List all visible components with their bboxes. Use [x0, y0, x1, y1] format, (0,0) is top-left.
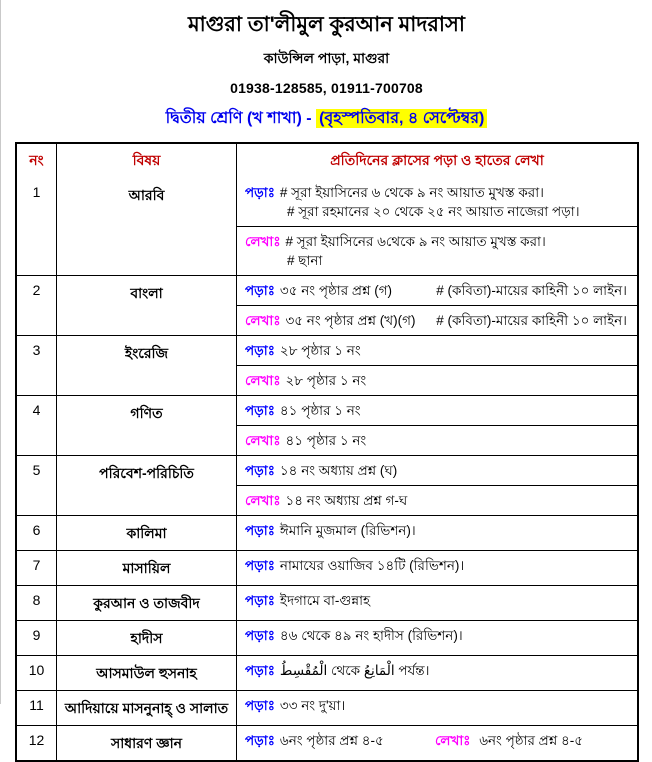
read-label: পড়াঃ	[245, 185, 275, 200]
lesson-cell	[237, 621, 637, 655]
lesson-sub-read	[237, 656, 637, 685]
lesson-cell	[237, 178, 637, 275]
row-number: 12	[17, 726, 57, 760]
table-row	[17, 620, 637, 655]
subject-cell: আসমাউল হুসনাহ	[57, 656, 237, 690]
lesson-sub-write	[237, 226, 637, 275]
lesson-text: ১৪ নং অধ্যায় প্রশ্ন গ-ঘ	[285, 493, 408, 508]
lesson-right-note: # (কবিতা)-মায়ের কাহিনী ১০ লাইন।	[436, 283, 627, 298]
lesson-line	[245, 461, 631, 480]
write-label: লেখাঃ	[245, 234, 281, 249]
lesson-sub-read	[237, 276, 637, 305]
table-row	[17, 690, 637, 725]
write-label: লেখাঃ	[245, 313, 281, 328]
table-row	[17, 550, 637, 585]
row-number: 2	[17, 276, 57, 335]
date-highlight: (বৃহস্পতিবার, ৪ সেপ্টেম্বর)	[316, 109, 487, 128]
document-header	[1, 12, 652, 132]
lesson-text: ১৪ নং অধ্যায় প্রশ্ন (ঘ)	[279, 463, 398, 478]
lesson-sub-read	[237, 178, 637, 226]
lesson-sub-write	[237, 305, 637, 335]
phone-numbers: 01938-128585, 01911-700708	[230, 80, 423, 96]
lesson-line	[245, 311, 631, 330]
lesson-line	[245, 371, 631, 390]
lesson-cell	[237, 456, 637, 515]
header-col-subject: বিষয়	[57, 144, 237, 178]
table-row	[17, 725, 637, 760]
lesson-text: ঈমানি মুজমাল (রিভিশন)।	[279, 523, 416, 538]
lesson-sub-write	[237, 425, 637, 455]
write-label: লেখাঃ	[245, 373, 281, 388]
lesson-text: ২৮ পৃষ্ঠার ১ নং	[279, 343, 361, 358]
write-label: লেখাঃ	[434, 733, 471, 748]
row-number: 8	[17, 586, 57, 620]
lesson-sub-read	[237, 726, 637, 755]
lesson-cell	[237, 276, 637, 335]
table-row	[17, 178, 637, 275]
lesson-line	[245, 521, 631, 540]
row-number: 7	[17, 551, 57, 585]
table-row	[17, 395, 637, 455]
row-number: 9	[17, 621, 57, 655]
lesson-cell	[237, 656, 637, 690]
lesson-text: # সূরা ইয়াসিনের ৬থেকে ৯ নং আয়াত মুখস্ত করা।	[285, 234, 546, 249]
subject-cell: আদিয়ায়ে মাসনুনাহ্ ও সালাত	[57, 691, 237, 725]
lesson-line	[245, 232, 631, 251]
subject-cell: ইংরেজি	[57, 336, 237, 395]
lesson-text: ইদগামে বা-গুন্নাহ	[279, 593, 371, 608]
table-body	[17, 178, 637, 760]
lesson-line	[245, 281, 631, 300]
lesson-sub-read	[237, 336, 637, 365]
lesson-sub-read	[237, 396, 637, 425]
lesson-line	[245, 731, 631, 750]
lesson-line	[245, 591, 631, 610]
header-col-number: নং	[17, 144, 57, 178]
read-label: পড়াঃ	[245, 523, 275, 538]
read-label: পড়াঃ	[245, 593, 275, 608]
subject-cell: আরবি	[57, 178, 237, 275]
table-row	[17, 515, 637, 550]
read-label: পড়াঃ	[245, 343, 275, 358]
lesson-text: الْمُقْسِطُ থেকে الْمَانِعُ পর্যন্ত।	[279, 663, 430, 678]
row-number: 6	[17, 516, 57, 550]
lesson-extra-line: # সূরা রহমানের ২০ থেকে ২৫ নং আয়াত নাজেরা পড়া।	[287, 204, 580, 219]
lesson-line	[245, 626, 631, 645]
lesson-text: ৬নং পৃষ্ঠার প্রশ্ন ৪-৫	[279, 733, 384, 748]
lesson-extra-line: # ছানা	[287, 253, 323, 268]
lesson-sub-write	[237, 365, 637, 395]
lesson-cell	[237, 691, 637, 725]
lesson-text: ৩৫ নং পৃষ্ঠার প্রশ্ন (খ)(গ)	[285, 313, 416, 328]
lesson-cell	[237, 396, 637, 455]
lesson-second-part	[435, 731, 583, 750]
read-label: পড়াঃ	[245, 463, 275, 478]
lesson-text: নামাযের ওয়াজিব ১৪টি (রিভিশন)।	[279, 558, 465, 573]
write-label: লেখাঃ	[245, 493, 281, 508]
lesson-sub-read	[237, 621, 637, 650]
subject-cell: সাধারণ জ্ঞান	[57, 726, 237, 760]
lesson-line	[245, 491, 631, 510]
read-label: পড়াঃ	[245, 403, 275, 418]
lesson-line	[245, 341, 631, 360]
read-label: পড়াঃ	[245, 733, 275, 748]
lesson-sub-read	[237, 516, 637, 545]
lesson-cell	[237, 551, 637, 585]
lesson-sub-read	[237, 691, 637, 720]
class-section-label: দ্বিতীয় শ্রেণি (খ শাখা) -	[165, 110, 317, 127]
row-number: 3	[17, 336, 57, 395]
read-label: পড়াঃ	[245, 628, 275, 643]
read-label: পড়াঃ	[245, 558, 275, 573]
lesson-cell	[237, 586, 637, 620]
row-number: 1	[17, 178, 57, 275]
lesson-text: # সূরা ইয়াসিনের ৬ থেকে ৯ নং আয়াত মুখস্ত করা।	[279, 185, 544, 200]
lesson-text: ৩৩ নং দু'য়া।	[279, 698, 346, 713]
lesson-cell	[237, 516, 637, 550]
lesson-text: ৪১ পৃষ্ঠার ১ নং	[285, 433, 367, 448]
lesson-table	[15, 142, 639, 762]
write-label: লেখাঃ	[245, 433, 281, 448]
table-header-row	[17, 144, 637, 178]
lesson-line	[245, 183, 631, 202]
subject-cell: মাসায়িল	[57, 551, 237, 585]
lesson-text: ৪১ পৃষ্ঠার ১ নং	[279, 403, 361, 418]
lesson-text: ২৮ পৃষ্ঠার ১ নং	[285, 373, 367, 388]
lesson-sub-read	[237, 551, 637, 580]
class-and-date-line	[1, 105, 652, 132]
subject-cell: হাদীস	[57, 621, 237, 655]
lesson-sub-read	[237, 586, 637, 615]
row-number: 4	[17, 396, 57, 455]
lesson-line	[245, 556, 631, 575]
read-label: পড়াঃ	[245, 698, 275, 713]
lesson-text: ৩৫ নং পৃষ্ঠার প্রশ্ন (গ)	[279, 283, 393, 298]
lesson-line	[245, 661, 631, 680]
table-row	[17, 335, 637, 395]
lesson-cell	[237, 726, 637, 760]
lesson-sub-write	[237, 485, 637, 515]
subject-cell: কালিমা	[57, 516, 237, 550]
lesson-text: ৬নং পৃষ্ঠার প্রশ্ন ৪-৫	[475, 733, 583, 748]
school-name: মাগুরা তা'লীমুল কুরআন মাদরাসা	[188, 13, 465, 36]
read-label: পড়াঃ	[245, 663, 275, 678]
subject-cell: বাংলা	[57, 276, 237, 335]
lesson-right-note: # (কবিতা)-মায়ের কাহিনী ১০ লাইন।	[436, 313, 627, 328]
subject-cell: পরিবেশ-পরিচিতি	[57, 456, 237, 515]
subject-cell: কুরআন ও তাজবীদ	[57, 586, 237, 620]
table-row	[17, 585, 637, 620]
subject-cell: গণিত	[57, 396, 237, 455]
row-number: 5	[17, 456, 57, 515]
lesson-text: ৪৬ থেকে ৪৯ নং হাদীস (রিভিশন)।	[279, 628, 463, 643]
table-row	[17, 655, 637, 690]
header-col-lessons: প্রতিদিনের ক্লাসের পড়া ও হাতের লেখা	[330, 152, 544, 168]
lesson-cell	[237, 336, 637, 395]
lesson-line	[245, 696, 631, 715]
row-number: 10	[17, 656, 57, 690]
lesson-sub-read	[237, 456, 637, 485]
school-address: কাউন্সিল পাড়া, মাগুরা	[263, 50, 390, 66]
table-row	[17, 455, 637, 515]
read-label: পড়াঃ	[245, 283, 275, 298]
lesson-line	[245, 431, 631, 450]
lesson-line	[245, 401, 631, 420]
table-row	[17, 275, 637, 335]
row-number: 11	[17, 691, 57, 725]
